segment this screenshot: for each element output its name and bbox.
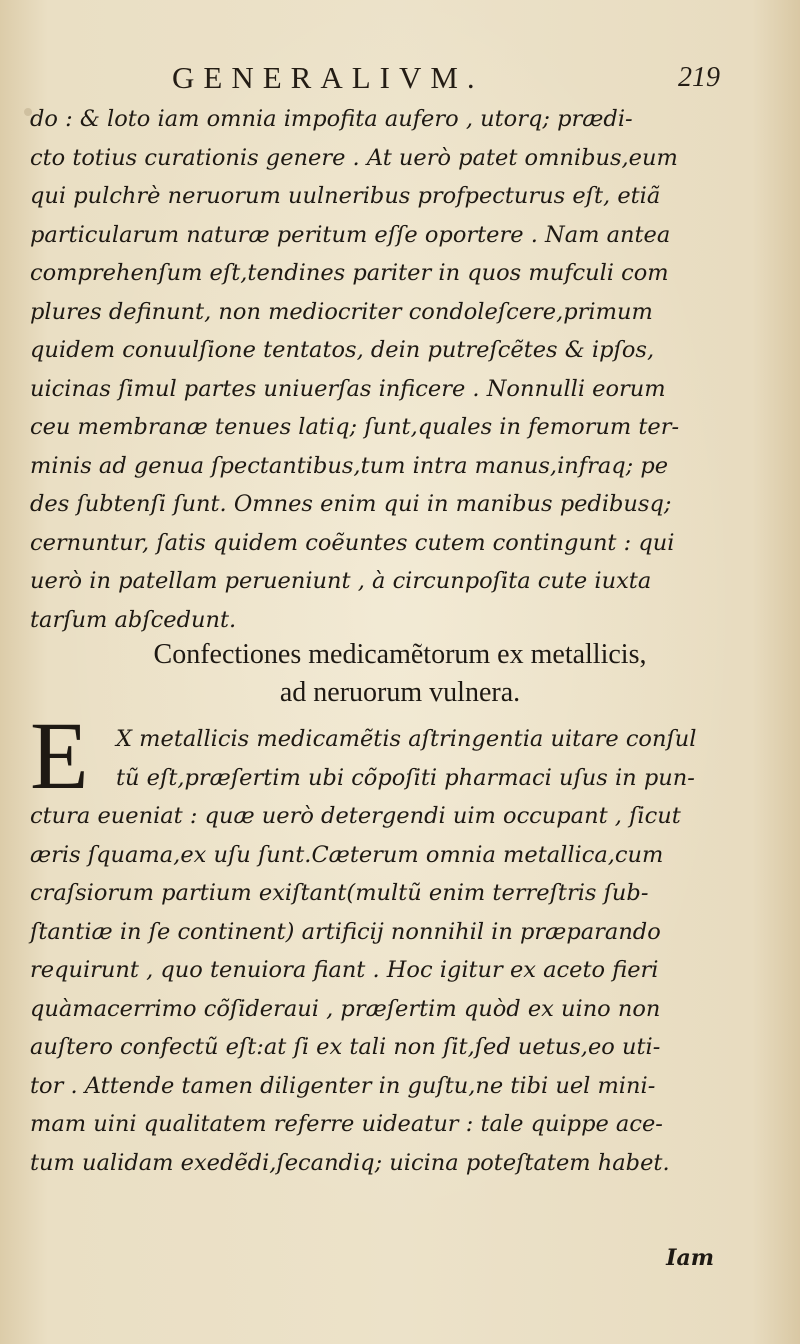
section-text — [30, 720, 776, 1182]
text-line: des ſubtenſi ſunt. Omnes enim qui in manibus pedibusq; — [30, 491, 672, 517]
section-heading-line: Confectiones medicamẽtorum ex metallicis, — [153, 639, 647, 670]
text-line: tum ualidam exedẽdi,ſecandiq; uicina poteſtatem habet. — [30, 1149, 670, 1176]
text-line: æris ſquama,ex uſu ſunt.Cæterum omnia metallica,cum — [30, 841, 664, 868]
text-line: X metallicis medicamẽtis aſtringentia uitare conſul — [116, 726, 697, 752]
page-header — [160, 60, 720, 100]
section-heading — [0, 636, 800, 712]
text-line: minis ad genua ſpectantibus,tum intra manus,infraq; pe — [30, 452, 669, 479]
text-line: tarſum abſcedunt. — [30, 606, 237, 633]
text-line: ceu membranæ tenues latiq; ſunt,quales in femorum ter- — [30, 414, 680, 440]
text-line: ctura eueniat : quæ uerò detergendi uim occupant , ſicut — [30, 803, 681, 829]
text-line: mam uini qualitatem referre uideatur : tale quippe ace- — [30, 1111, 663, 1137]
text-line: tũ eſt,præſertim ubi cõpoſiti pharmaci uſus in pun- — [116, 764, 695, 791]
running-head: GENERALIVM. — [172, 60, 484, 95]
text-line: auſtero confectũ eſt:at ſi ex tali non ſit,ſed uetus,eo uti- — [30, 1034, 661, 1060]
text-line: uicinas ſimul partes uniuerſas inficere . Nonnulli eorum — [30, 375, 666, 402]
text-line: requirunt , quo tenuiora fiant . Hoc igitur ex aceto fieri — [30, 957, 659, 983]
text-line: quàmacerrimo cõſideraui , præſertim quòd ex uino non — [30, 995, 661, 1022]
text-line: do : & loto iam omnia impofita aufero , utorq; prædi- — [30, 106, 633, 132]
text-line: ſtantiæ in ſe continent) artificij nonnihil in præparando — [30, 918, 661, 945]
text-line: plures definunt, non mediocriter condoleſcere,primum — [30, 298, 653, 325]
text-line: cernuntur, ſatis quidem coẽuntes cutem contingunt : qui — [30, 529, 675, 556]
text-line: comprehenſum eſt,tendines pariter in quos mufculi com — [30, 260, 669, 286]
catchword: Iam — [666, 1245, 714, 1271]
text-line: craſsiorum partium exiſtant(multũ enim terreſtris ſub- — [30, 880, 649, 906]
text-line: cto totius curationis genere . At uerò patet omnibus,eum — [30, 144, 678, 171]
text-line: quidem conuulſione tentatos, dein putreſcẽtes & ipſos, — [30, 337, 655, 363]
section-heading-line: ad neruorum vulnera. — [279, 677, 521, 708]
drop-cap: E — [30, 702, 89, 809]
text-line: uerò in patellam perueniunt , à circunpoſita cute iuxta — [30, 568, 652, 594]
text-line: particularum naturæ peritum eſſe oportere . Nam antea — [30, 221, 671, 248]
body-text — [30, 100, 776, 639]
page-number: 219 — [678, 62, 720, 93]
text-line: tor . Attende tamen diligenter in guſtu,ne tibi uel mini- — [30, 1072, 656, 1099]
text-line: qui pulchrè neruorum uulneribus profpecturus eſt, etiã — [30, 183, 661, 209]
